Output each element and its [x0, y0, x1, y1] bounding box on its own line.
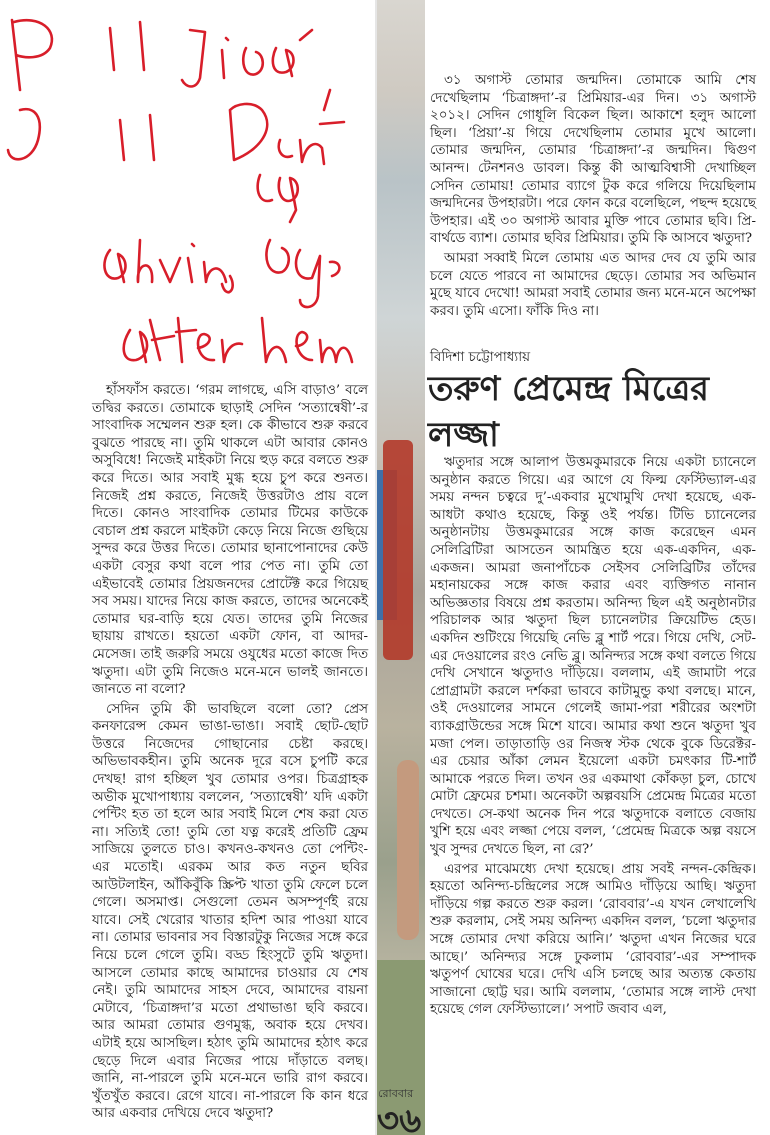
paragraph: ৩১ অগাস্ট তোমার জন্মদিন। তোমাকে আমি শেষ দেখেছিলাম ‘চিত্রাঙ্গদা’-র প্রিমিয়ার-এর দিন। ৩১ অগাস্ট ২০১২। সেদিন গোধূলি বিকেল ছিল। আকাশে হলুদ আলো ছিল। ‘প্রিয়া’-য় গিয়ে দেখেছিলাম তোমার মুখে আলো। তোমার জন্মদিন, তোমার ‘চিত্রাঙ্গদা’-র জন্মদিন। দ্বিগুণ আনন্দ। টেনশনও ডাবল। কিন্তু কী আত্মবিশ্বাসী দেখাচ্ছিল সেদিন তোমায়! তোমার ব্যাগে টুক করে গলিয়ে দিয়েছিলাম জন্মদিনের উপহারটা। পরে ফোন করে বলেছিলে, পছন্দ হয়েছে উপহার। এই ৩০ অগাস্ট আবার মুক্তি পাবে তোমার ছবি। প্রি-বার্থডে ব্যাশ। তোমার ছবির প্রিমিয়ার। তুমি কি আসবে ঋতুদা?	[430, 73, 756, 247]
handwriting-stroke	[258, 175, 298, 222]
left-column-article	[92, 382, 368, 1125]
handwritten-annotation	[0, 0, 375, 380]
handwriting-stroke	[124, 318, 242, 362]
author-byline: বিদিশা চট্টোপাধ্যায়	[430, 349, 531, 365]
handwriting-stroke	[182, 30, 312, 87]
paragraph: সেদিন তুমি কী ভাবছিলে বলো তো? প্রেস কনফারেন্স কেমন ভাঙা-ভাঙা। সবাই ছোট-ছোট উত্তরে নিজেদের গোছানোর চেষ্টা করছে। অভিভাবকহীন। তুমি অনেক দূরে বসে চুপটি করে দেখছ! রাগ হচ্ছিল খুব তোমার ওপর। চিত্রগ্রাহক অভীক মুখোপাধ্যায় বললেন, ‘সত্যান্বেষী’ যদি একটা পেন্টিং হত তা হলে আর সবাই মিলে শেষ করা যেত না। সত্যিই তো! তুমি তো যত্ন করেই প্রতিটি ফ্রেম সাজিয়ে তুলতে চাও। কখনও-কখনও তো পেন্টিং-এর মতোই। এরকম আর কত নতুন ছবির আউটলাইন, আঁকিবুঁকি স্ক্রিপ্ট খাতা তুমি ফেলে চলে গেলে। অসমাপ্ত। সেগুলো তেমন অসম্পূর্ণই রয়ে যাবে। সেই খেরোর খাতার হদিশ আর পাওয়া যাবে না। তোমার ভাবনার সব বিস্তারটুকু নিজের সঙ্গে করে নিয়ে চলে গেলে তুমি। বড্ড হিংসুটে তুমি ঋতুদা। আসলে তোমার কাছে আমাদের চাওয়ার যে শেষ নেই। তুমি আমাদের সাহস দেবে, আমাদের বায়না মেটাবে, ‘চিত্রাঙ্গদা’র মতো প্রথাভাঙা ছবি করবে। আর আমরা তোমার গুণমুগ্ধ, অবাক হয়ে দেখব। এটাই হয়ে আসছিল। হঠাৎ তুমি আমাদের হঠাৎ করে ছেড়ে দিলে এবার নিজের পায়ে দাঁড়াতে বলছ। জানি, না-পারলে তুমি মনে-মনে ভারি রাগ করবে। খুঁতখুঁত করবে। রেগে যাবে। না-পারলে কি কান ধরে আর একবার দেখিয়ে দেবে ঋতুদা?	[92, 701, 368, 1122]
handwriting-stroke	[8, 109, 40, 159]
handwriting-stroke	[120, 115, 154, 160]
handwriting-stroke	[262, 318, 352, 362]
right-column-top-article	[430, 72, 756, 322]
magazine-name: রোববার	[378, 1087, 414, 1100]
handwriting-stroke	[110, 22, 144, 70]
article-headline: তরুণ প্রেমেন্দ্র মিত্রের লজ্জা	[428, 369, 709, 455]
right-column-bottom-article	[430, 454, 756, 1021]
paragraph: আমরা সব্বাই মিলে তোমায় এত আদর দেব যে তুমি আর চলে যেতে পারবে না আমাদের ছেড়ে। তোমার সব অভিমান মুছে যাবে দেখো! আমরা সবাই তোমার জন্য মনে-মনে অপেক্ষা করব। তুমি এসো। ফাঁকি দিও না।	[430, 250, 756, 319]
paragraph: এরপর মাঝেমধ্যে দেখা হয়েছে। প্রায় সবই নন্দন-কেন্দ্রিক। হয়তো অনিন্দ্য-চন্দ্রিলের সঙ্গে আমিও দাঁড়িয়ে আছি। ঋতুদা দাঁড়িয়ে গল্প করতে শুরু করল। ‘রোববার’-এ যখন লেখালেখি শুরু করলাম, সেই সময় অনিন্দ্য একদিন বলল, ‘চলো ঋতুদার সঙ্গে তোমার দেখা করিয়ে আনি।’ ঋতুদা এখন নিজের ঘরে আছে।’ অনিন্দ্যর সঙ্গে ঢুকলাম ‘রোববার’-এর সম্পাদক ঋতুপর্ণ ঘোষের ঘরে। দেখি এসি চলছে আর অত্যন্ত কেতায় সাজানো ছোট্ট ঘর। আমি বললাম, ‘তোমার সঙ্গে লাস্ট দেখা হয়েছে গেল ফেস্টিভ্যালে।’ সপাট জবাব এল,	[430, 861, 756, 1018]
handwriting-stroke	[12, 20, 52, 90]
paragraph: ঋতুদার সঙ্গে আলাপ উত্তমকুমারকে নিয়ে একটা চ্যানেলে অনুষ্ঠান করতে গিয়ে। এর আগে যে ফিল্ম ফেস্টিভ্যাল-এর সময় নন্দন চত্বরে দু’-একবার মুখোমুখি দেখা হয়েছে, এক-আধটা কথাও হয়েছে, কিন্তু ওই পর্যন্ত। টিভি চ্যানেলের অনুষ্ঠানটায় উত্তমকুমারের সঙ্গে কাজ করেছেন এমন সেলিব্রিটিরা আসতেন আমন্ত্রিত হয়ে এক-একদিন, এক-একজন। আমরা জনাপাঁচেক সেইসব সেলিব্রিটির তাঁদের মহানায়কের সঙ্গে কাজ করার এবং ব্যক্তিগত নানান অভিজ্ঞতার বিষয়ে প্রশ্ন করতাম। অনিন্দ্য ছিল এই অনুষ্ঠানটার পরিচালক আর ঋতুদা ছিল চ্যানেলটার ক্রিয়েটিভ হেড। একদিন শুটিংয়ে গিয়েছি নেভি ব্লু শার্ট পরে। গিয়ে দেখি, সেট-এর দেওয়ালের রংও নেভি ব্লু। অনিন্দ্যর সঙ্গে কথা বলতে গিয়ে দেখি সেখানে ঋতুদাও দাঁড়িয়ে। বললাম, এই জামাটা পরে প্রোগ্রামটা করলে দর্শকরা ভাববে কাটামুন্ডু কথা বলছে। মানে, ওই দেওয়ালের সামনে গেলেই জামা-পরা শরীরের অংশটা ব্যাকগ্রাউন্ডের সঙ্গে মিশে যাবে। আমার কথা শুনে ঋতুদা খুব মজা পেল। তাড়াতাড়ি ওর নিজস্ব স্টক থেকে বুকে ডিরেক্টর-এর চেয়ার আঁকা লেমন ইয়েলো একটা চমৎকার টি-শার্ট আমাকে পরতে দিল। তখন ওর একমাথা কোঁকড়া চুল, চোখে মোটা ফ্রেমের চশমা। অনেকটা অল্পবয়সি প্রেমেন্দ্র মিত্রের মতো দেখতে। সে-কথা অনেক দিন পরে ঋতুদাকে বলাতে বেজায় খুশি হয়ে এবং লজ্জা পেয়ে বলল, ‘প্রেমেন্দ্র মিত্রকে অল্প বয়সে খুব সুন্দর দেখতে ছিল, না রে?’	[430, 455, 756, 858]
photo-detail	[383, 440, 413, 660]
photo-detail	[397, 760, 419, 940]
photo-strip	[377, 0, 425, 1135]
page-number: ৩৬	[377, 1101, 422, 1135]
handwriting-stroke	[104, 240, 232, 292]
paragraph: হাঁসফাঁস করতে। ‘গরম লাগছে, এসি বাড়াও’ বলে তদ্বির করতে। তোমাকে ছাড়াই সেদিন ‘সত্যান্বেষী’-র সাংবাদিক সম্মেলন শুরু হল। কে কীভাবে শুরু করবে বুঝতে পারছে না। তুমি থাকলে এটা আবার কোনও অসুবিধে! নিজেই মাইকটা নিয়ে হুড় করে বলতে শুরু করে দিতে। আর সবাই মুগ্ধ হয়ে চুপ করে শুনত। নিজেই প্রশ্ন করতে, নিজেই উত্তরটাও প্রায় বলে দিতে। কোনও সাংবাদিক তোমার টিমের কাউকে বেচাল প্রশ্ন করলে মাইকটা কেড়ে নিয়ে নিজে গুছিয়ে সুন্দর করে উত্তর দিতে। তোমার ছানাপোনাদের কেউ একটা বেসুর কথা বলে পার পেত না। তুমি তো এইভাবেই তোমার প্রিয়জনদের প্রোটেক্ট করে গিয়েছ সব সময়। যাদের নিয়ে কাজ করতে, তাদের অনেকেই তোমার ঘর-বাড়ি হয়ে যেত। তাদের তুমি নিজের ছায়ায় রাখতে। হয়তো একটা ফোন, বা আদর-মেসেজ। তাই জরুরি সময়ে ওযুধের মতো কাজে দিত ঋতুদা। এটা তুমি নিজেও মনে-মনে ভালই জানতে। জানতে না বলো?	[92, 383, 368, 698]
handwriting-stroke	[230, 90, 344, 164]
handwriting-stroke	[266, 240, 339, 307]
